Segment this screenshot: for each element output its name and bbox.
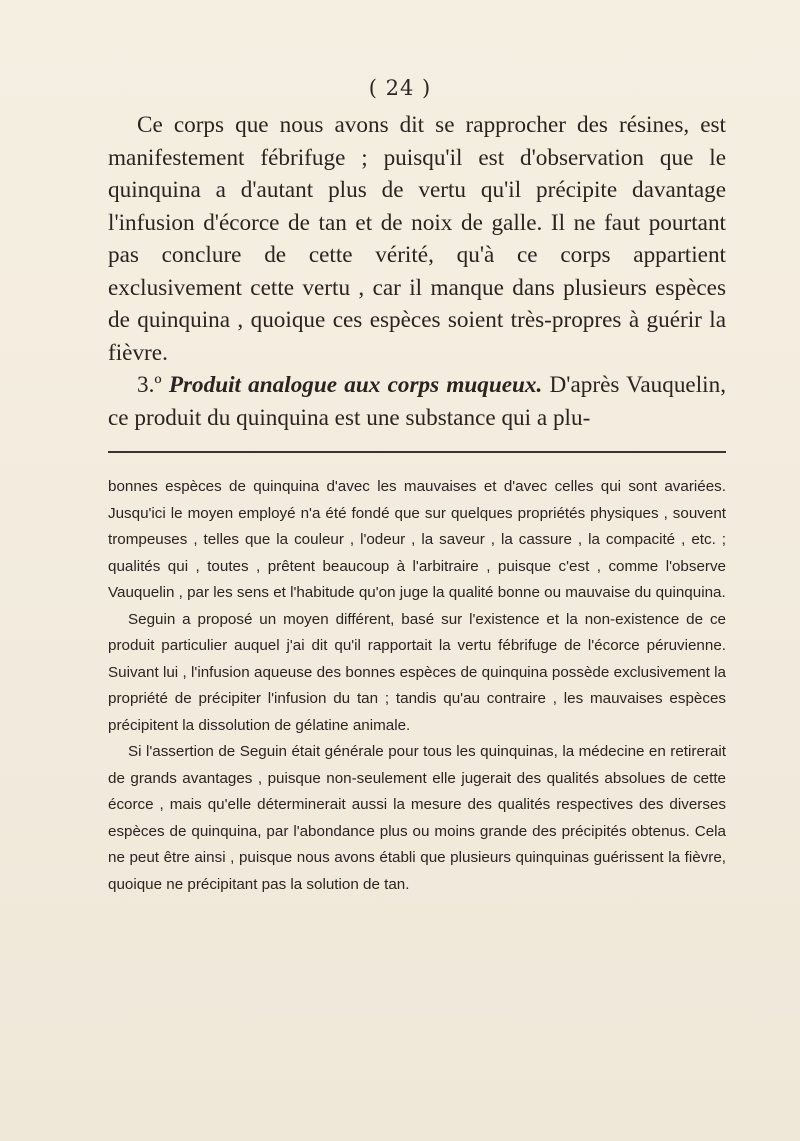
- footnote: [108, 474, 726, 898]
- main-paragraph-1: Ce corps que nous avons dit se rapprocher des résines, est manifestement fébrifuge ; puisqu'il est d'observation que le quinquina a d'autant plus de vertu qu'il précipite davantage l'infusion d'écorce de tan et de noix de galle. Il ne faut pourtant pas conclure de cette vérité, qu'à ce corps appartient exclusivement cette vertu , car il manque dans plusieurs espèces de quinquina , quoique ces espèces soient très-propres à guérir la fièvre.: [108, 112, 726, 366]
- main-paragraph-2: [108, 369, 726, 434]
- main-text: [108, 109, 726, 434]
- footnote-divider: [108, 451, 726, 453]
- page-number: ( 24 ): [368, 76, 432, 100]
- paragraph-number: 3.º: [137, 372, 162, 398]
- footnote-paragraph-2: Seguin a proposé un moyen différent, basé sur l'existence et la non-existence de ce produit particulier auquel j'ai dit qu'il rapportait la vertu fébrifuge de l'écorce péruvienne. Suivant lui , l'infusion aqueuse des bonnes espèces de quinquina possède exclusivement la propriété de précipiter l'infusion du tan ; tandis qu'au contraire , les mauvaises espèces précipitent la dissolution de gélatine animale.: [108, 610, 726, 734]
- footnote-paragraph-1: bonnes espèces de quinquina d'avec les mauvaises et d'avec celles qui sont avariées. Jusqu'ici le moyen employé n'a été fondé que sur quelques propriétés physiques , souvent trompeuses , telles que la couleur , l'odeur , la saveur , la cassure , la compacité , etc. ; qualités qui , toutes , prêtent beaucoup à l'arbitraire , puisque c'est , comme l'observe Vauquelin , par les sens et l'habitude qu'on juge la qualité bonne ou mauvaise du quinquina.: [108, 478, 726, 601]
- main-paragraph-2-text: D'après Vauquelin, ce produit du quinquina est une substance qui a plu-: [108, 372, 726, 431]
- footnote-paragraph-3: Si l'assertion de Seguin était générale pour tous les quinquinas, la médecine en retirerait de grands avantages , puisque non-seulement elle jugerait des qualités absolues de cette écorce , mais qu'elle déterminerait aussi la mesure des qualités respectives des diverses espèces de quinquina, par l'abondance plus ou moins grande des précipités obtenus. Cela ne peut être ainsi , puisque nous avons établi que plusieurs quinquinas guérissent la fièvre, quoique ne précipitant pas la solution de tan.: [108, 743, 726, 893]
- section-heading: Produit analogue aux corps muqueux.: [168, 372, 543, 398]
